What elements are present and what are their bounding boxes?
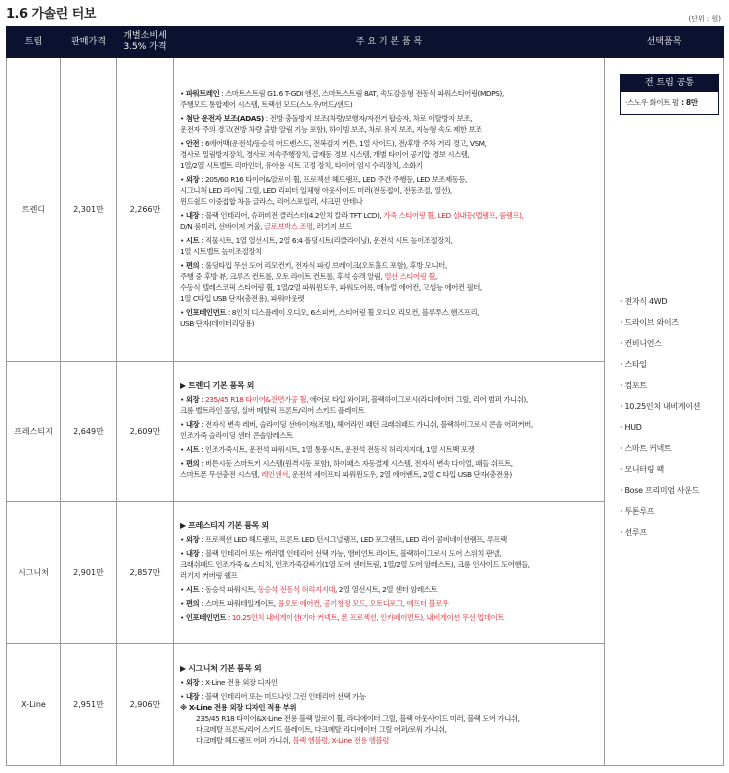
- feature-seat: • 시트 : 직물시트, 1열 열선시트, 2열 6:4 폴딩시트(리클라이닝), 운전석 시트 높이조절장치, 1열 시트벨트 높이조절장치: [180, 235, 453, 256]
- trim-tax-price: 2,266만: [117, 58, 174, 362]
- features-signature: [174, 502, 605, 644]
- row-trendy: [7, 58, 724, 362]
- feature-adas: • 첨단 운전자 보조(ADAS) : 전방 충돌방지 보조(차량/보행자/자전거 탑승자, 차로 이탈방지 보조, 운전자 주의 경고(전방 차량 출발 알림 기능 포함), 하이빔 보조, 차로 유지 보조, 지능형 속도 제한 보조: [180, 113, 482, 134]
- header-row: [7, 27, 724, 58]
- feature-exterior: • 외장 : X-Line 전용 외장 디자인: [180, 678, 278, 687]
- select-options: [605, 58, 724, 766]
- header-features: 주 요 기 본 품 목: [174, 27, 605, 58]
- feature-powertrain: • 파워트레인 : 스마트스트림 G1.6 T-GDI 엔진, 스마트스트림 8AT, 속도감응형 전동식 파워스티어링(MDPS), 주행모드 통합제어 시스템, 트랙션 모드(스노우/머드/샌드): [180, 88, 504, 109]
- page-title: 1.6 가솔린 터보: [6, 7, 96, 22]
- trim-price: 2,901만: [61, 502, 117, 644]
- xline-design-detail: 235/45 R18 타이어&X-Line 전용 블랙 알로이 휠, 라디에이터 그릴, 블랙 아웃사이드 미러, 블랙 도어 가니쉬, 다크메탈 프론트/리어 스키드 플레이트, 다크메탈 라디에이터 그릴 어퍼/로워 가니쉬, 다크메탈 헤드램프 어퍼 가니쉬, 블랙 엠블럼, X-Line 전용 엠블럼: [196, 714, 520, 745]
- option-item: · 10.25인치 내비게이션: [620, 402, 701, 411]
- option-item: · Bose 프리미엄 사운드: [620, 486, 700, 495]
- feature-interior: • 내장 : 전자식 변속 레버, 슬라이딩 선바이저(조명), 헤어라인 패턴 크래쉬패드 가니쉬, 블랙하이그로시 콘솔 어퍼커버, 인조가죽 슬라이딩 센터 콘솔암레스트: [180, 420, 533, 440]
- option-item: · 선루프: [620, 528, 647, 537]
- trim-name: 시그니처: [7, 502, 61, 644]
- common-option-title: 전 트림 공통: [621, 75, 718, 92]
- trim-name: 프레스티지: [7, 362, 61, 502]
- trim-name: 트렌디: [7, 58, 61, 362]
- spec-table: [6, 26, 724, 766]
- xline-design-note: ※ X-Line 전용 외장 디자인 적용 부위: [180, 703, 297, 712]
- feature-exterior: • 외장 : 프로젝션 LED 헤드램프, 프론트 LED 턴시그널램프, LED 포그램프, LED 리어 콤비네이션램프, 루프랙: [180, 534, 507, 544]
- base-items-note: ▶ 프레스티지 기본 품목 외: [180, 520, 269, 530]
- header-select: 선택품목: [605, 27, 724, 58]
- option-item: · 스타일: [620, 360, 647, 369]
- features-trendy: [174, 58, 605, 362]
- common-option-item: ·스노우 화이트 펄 : 8만: [625, 98, 698, 107]
- option-item: · 투톤루프: [620, 507, 655, 516]
- feature-infotainment: • 인포테인먼트 : 10.25인치 내비게이션(기아 커넥트, 폰 프로젝션, 인카페이먼트), 내비게이션 무선 업데이트: [180, 612, 504, 622]
- feature-interior: • 내장 : 블랙 인테리어 또는 캐러멜 인테리어 선택 가능, 앰비언트 라이트, 블랙하이그로시 도어 스위치 판넬, 크래쉬패드 인조가죽 & 스티치, 인조가죽감싸기(1열 도어 센터트림, 1열/2열 도어 암레스트), 크롬 인사이드 도어핸들, 러기지 커버링 쉘프: [180, 548, 530, 580]
- option-item: · 모니터링 팩: [620, 465, 664, 474]
- feature-seat: • 시트 : 동승석 파워시트, 동승석 전동식 허리지지대, 2열 열선시트, 2열 센터 암레스트: [180, 584, 438, 594]
- feature-convenience: • 편의 : 스마트 파워테일게이트, 풀오토 에어컨, 공기청정 모드, 오토디포그, 애프터 블로우: [180, 598, 449, 608]
- common-option-box: [620, 74, 719, 115]
- option-item: · 스마트 커넥트: [620, 444, 672, 453]
- feature-exterior: • 외장 : 235/45 R18 타이어&전면가공 휠, 에어로 타입 와이퍼, 블랙하이그로시(라디에이터 그릴, 리어 범퍼 가니쉬), 크롬 벨트라인 몰딩, 실버 메탈릭 프론트/리어 스키드 플레이트: [180, 395, 528, 415]
- feature-seat: • 시트 : 인조가죽시트, 운전석 파워시트, 1열 통풍시트, 운전석 전동식 허리지지대, 1열 시트백 포켓: [180, 445, 475, 454]
- trim-price: 2,951만: [61, 644, 117, 766]
- option-item: · 컨비니언스: [620, 339, 662, 348]
- trim-name: X-Line: [7, 644, 61, 766]
- feature-convenience: • 편의 : 버튼시동 스마트키 시스템(원격시동 포함), 하이패스 자동결제 시스템, 전자식 변속 다이얼, 패들 쉬프트, 스마트폰 무선충전 시스템, 레인센서, 운전석 세이프티 파워윈도우, 2열 에어벤트, 2열 C 타입 USB 단자(충전용): [180, 459, 513, 479]
- option-item: · 드라이브 와이즈: [620, 318, 679, 327]
- base-items-note: ▶ 시그니처 기본 품목 외: [180, 664, 262, 673]
- option-item: · 컴포트: [620, 381, 647, 390]
- option-item: · 전자식 4WD: [620, 297, 668, 306]
- unit-label: (단위 : 원): [688, 15, 721, 23]
- feature-interior: • 내장 : 블랙 인테리어 또는 미드나잇 그린 인테리어 선택 가능: [180, 692, 366, 701]
- trim-tax-price: 2,857만: [117, 502, 174, 644]
- trim-tax-price: 2,609만: [117, 362, 174, 502]
- header-price: 판매가격: [61, 27, 117, 58]
- feature-interior: • 내장 : 블랙 인테리어, 슈퍼비전 클러스터(4.2인치 칼라 TFT LCD), 가죽 스티어링 휠, LED 실내등(맵램프, 룸램프), D/N 룸미러, 선바이저 거울, 글로브박스 조명, 러기지 보드: [180, 210, 524, 231]
- trim-price: 2,301만: [61, 58, 117, 362]
- option-item: · HUD: [620, 423, 642, 432]
- trim-tax-price: 2,906만: [117, 644, 174, 766]
- feature-infotainment: • 인포테인먼트 : 8인치 디스플레이 오디오, 6스피커, 스티어링 휠 오디오 리모컨, 블루투스 핸즈프리, USB 단자(데이터리딩용): [180, 307, 480, 328]
- feature-safety: • 안전 : 6에어백(운전석/동승석 어드밴스드, 전복감지 커튼, 1열 사이드), 전/후방 주차 거리 경고, VSM, 경사로 밀림방지장치, 경사로 저속주행장치, 급제동 경보 시스템, 개별 타이어 공기압 경보 시스템, 1열/2열 시트벨트 리마인더, 유아용 시트 고정 장치, 타이어 임시 수리장치, 소화기: [180, 138, 487, 170]
- header-tax: 개별소비세 3.5% 가격: [117, 27, 174, 58]
- base-items-note: ▶ 트렌디 기본 품목 외: [180, 381, 254, 390]
- features-xline: [174, 644, 605, 766]
- header-trim: 트림: [7, 27, 61, 58]
- trim-price: 2,649만: [61, 362, 117, 502]
- feature-convenience: • 편의 : 풀딩타입 무선 도어 리모컨키, 전자식 파킹 브레이크(오토홀드 포함), 후방 모니터, 주행 중 후방 뷰, 크루즈 컨트롤, 오토 라이트 컨트롤, 후석 승객 알림, 열선 스티어링 휠, 수동식 텔레스코픽 스티어링 휠, 1열/2열 파워윈도우, 파워도어록, 매뉴얼 에어컨, 고성능 에어컨 필터, 1열 C타입 USB 단자(충전용), 파워아웃렛: [180, 260, 482, 303]
- feature-exterior: • 외장 : 205/60 R16 타이어&알로이 휠, 프로젝션 헤드램프, LED 주간 주행등, LED 보조제동등, 시그니처 LED 라이팅 그릴, LED 리피터 일체형 아웃사이드 미러(전동접이, 전동조절, 열선), 윈드쉴드 이중접합 차음 글라스, 리어스포일러, 샤크핀 안테나: [180, 174, 467, 206]
- features-prestige: [174, 362, 605, 502]
- option-list: [620, 291, 700, 543]
